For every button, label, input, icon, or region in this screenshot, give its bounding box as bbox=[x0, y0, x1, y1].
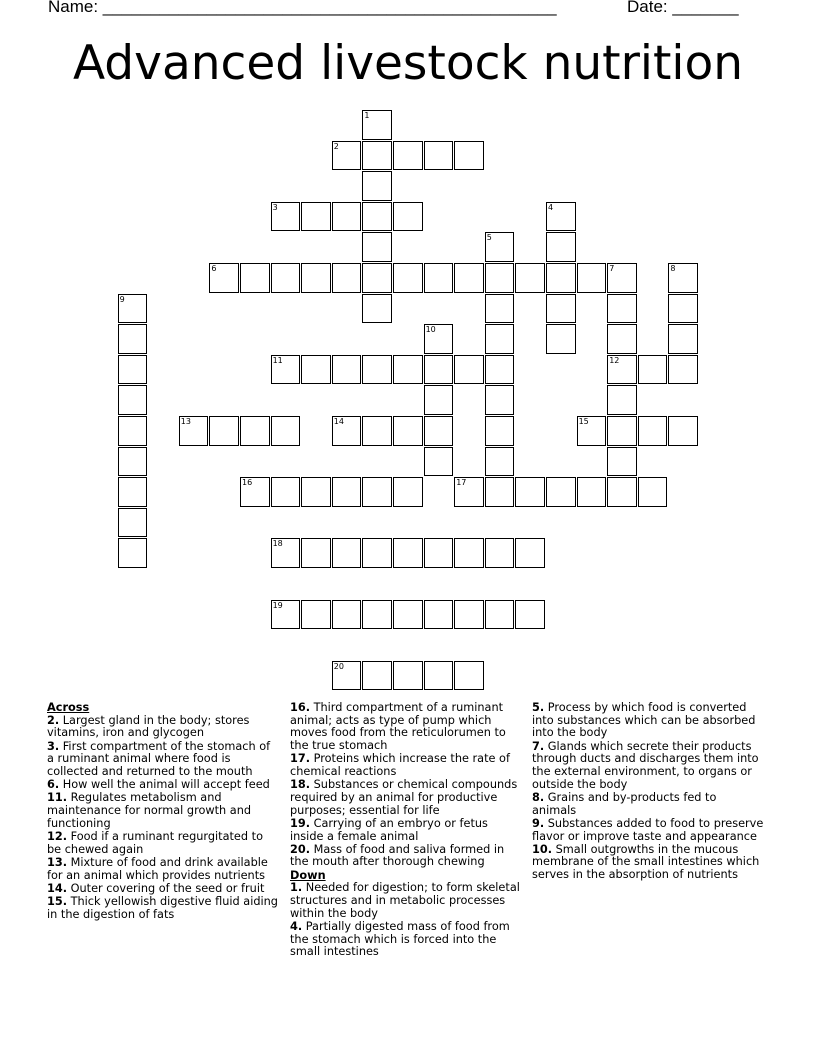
grid-cell[interactable] bbox=[332, 355, 362, 385]
page-title: Advanced livestock nutrition bbox=[72, 36, 744, 91]
grid-cell[interactable] bbox=[485, 385, 515, 415]
grid-cell[interactable] bbox=[209, 263, 239, 293]
grid-cell[interactable] bbox=[332, 661, 362, 691]
grid-cell[interactable] bbox=[577, 416, 607, 446]
grid-cell[interactable] bbox=[393, 202, 423, 232]
clue-number: 6 bbox=[211, 264, 217, 273]
clue-across bbox=[47, 883, 279, 896]
grid-cell[interactable] bbox=[424, 141, 454, 171]
grid-cell[interactable] bbox=[332, 538, 362, 568]
grid-cell[interactable] bbox=[301, 355, 331, 385]
grid-cell[interactable] bbox=[546, 232, 576, 262]
clue-number-label: 1. bbox=[290, 881, 303, 895]
grid-cell[interactable] bbox=[118, 385, 148, 415]
clue-number: 14 bbox=[333, 417, 344, 426]
clue-text: Substances added to food to preserve flavor or improve taste and appearance bbox=[532, 816, 764, 843]
grid-cell[interactable] bbox=[362, 600, 392, 630]
clue-number-label: 2. bbox=[47, 713, 60, 727]
clue-number-label: 9. bbox=[532, 816, 545, 830]
grid-cell[interactable] bbox=[118, 477, 148, 507]
clue-number-label: 4. bbox=[290, 919, 303, 933]
clue-text: Thick yellowish digestive fluid aiding in the digestion of fats bbox=[47, 895, 278, 921]
grid-cell[interactable] bbox=[424, 385, 454, 415]
clue-down bbox=[532, 818, 764, 843]
clue-number: 13 bbox=[180, 417, 191, 426]
grid-cell[interactable] bbox=[607, 385, 637, 415]
grid-cell[interactable] bbox=[607, 355, 637, 385]
clue-down bbox=[532, 702, 764, 740]
grid-cell[interactable] bbox=[301, 600, 331, 630]
clue-number: 12 bbox=[609, 355, 620, 365]
clue-text: Mixture of food and drink available for an animal which provides nutrients bbox=[47, 855, 268, 882]
clue-text: Needed for digestion; to form skeletal structures and in metabolic processes within the body bbox=[290, 881, 520, 920]
grid-cell[interactable] bbox=[271, 600, 301, 630]
grid-cell[interactable] bbox=[454, 538, 484, 568]
clue-column-1 bbox=[47, 702, 279, 922]
grid-cell[interactable] bbox=[240, 263, 270, 293]
clue-down bbox=[532, 844, 764, 882]
grid-cell[interactable] bbox=[546, 477, 576, 507]
clue-down bbox=[290, 921, 522, 959]
grid-cell[interactable] bbox=[607, 477, 637, 507]
grid-cell[interactable] bbox=[424, 416, 454, 446]
grid-cell[interactable] bbox=[515, 600, 545, 630]
clue-number: 7 bbox=[609, 264, 615, 273]
grid-cell[interactable] bbox=[362, 661, 392, 691]
clue-number-label: 14. bbox=[47, 881, 68, 895]
grid-cell[interactable] bbox=[332, 202, 362, 232]
clue-column-2 bbox=[290, 702, 522, 960]
clue-text: First compartment of the stomach of a ruminant animal where food is collected and returned to the mouth bbox=[47, 739, 271, 779]
clue-number-label: 5. bbox=[532, 701, 545, 714]
grid-cell[interactable] bbox=[179, 416, 209, 446]
grid-cell[interactable] bbox=[362, 477, 392, 507]
grid-cell[interactable] bbox=[118, 508, 148, 538]
grid-cell[interactable] bbox=[485, 600, 515, 630]
grid-cell[interactable] bbox=[485, 416, 515, 446]
grid-cell[interactable] bbox=[393, 661, 423, 691]
clue-number: 16 bbox=[242, 478, 253, 488]
grid-cell[interactable] bbox=[118, 294, 148, 324]
grid-cell[interactable] bbox=[332, 477, 362, 507]
grid-cell[interactable] bbox=[546, 324, 576, 354]
grid-cell[interactable] bbox=[485, 538, 515, 568]
clue-number: 4 bbox=[548, 202, 554, 212]
clue-number-label: 7. bbox=[532, 739, 545, 753]
clue-down bbox=[290, 882, 522, 920]
grid-cell[interactable] bbox=[118, 416, 148, 446]
clue-text: Outer covering of the seed or fruit bbox=[70, 881, 265, 895]
grid-cell[interactable] bbox=[271, 202, 301, 232]
grid-cell[interactable] bbox=[209, 416, 239, 446]
grid-cell[interactable] bbox=[118, 324, 148, 354]
grid-cell[interactable] bbox=[424, 600, 454, 630]
grid-cell[interactable] bbox=[424, 263, 454, 293]
clue-text: Food if a ruminant regurgitated to be chewed again bbox=[47, 830, 263, 856]
grid-cell[interactable] bbox=[332, 141, 362, 171]
clue-text: Glands which secrete their products through ducts and discharges them into the external environment, to organs or outside the body bbox=[532, 739, 759, 791]
grid-cell[interactable] bbox=[607, 263, 637, 293]
grid-cell[interactable] bbox=[424, 538, 454, 568]
grid-cell[interactable] bbox=[301, 477, 331, 507]
clue-number: 3 bbox=[272, 202, 278, 212]
grid-cell[interactable] bbox=[485, 232, 515, 262]
grid-cell[interactable] bbox=[577, 477, 607, 507]
clue-number: 19 bbox=[272, 600, 283, 610]
clue-number-label: 19. bbox=[290, 816, 311, 830]
clue-number-label: 13. bbox=[47, 855, 68, 869]
clue-down bbox=[532, 792, 764, 817]
clue-text: Carrying of an embryo or fetus inside a female animal bbox=[290, 816, 488, 843]
clue-text: Mass of food and saliva formed in the mouth after thorough chewing bbox=[290, 842, 505, 869]
clue-number: 1 bbox=[364, 111, 370, 120]
date-line: Date: _______ bbox=[627, 0, 739, 16]
grid-cell[interactable] bbox=[454, 661, 484, 691]
clue-text: Grains and by-products fed to animals bbox=[532, 790, 717, 817]
clue-number: 2 bbox=[333, 141, 339, 151]
grid-cell[interactable] bbox=[271, 477, 301, 507]
clue-text: Partially digested mass of food from the stomach which is forced into the small intestines bbox=[290, 919, 510, 959]
clue-across bbox=[47, 779, 279, 792]
grid-cell[interactable] bbox=[607, 447, 637, 477]
grid-cell[interactable] bbox=[362, 232, 392, 262]
grid-cell[interactable] bbox=[332, 416, 362, 446]
grid-cell[interactable] bbox=[362, 294, 392, 324]
grid-cell[interactable] bbox=[577, 263, 607, 293]
grid-cell[interactable] bbox=[332, 263, 362, 293]
grid-cell[interactable] bbox=[393, 416, 423, 446]
grid-cell[interactable] bbox=[515, 477, 545, 507]
clue-number-label: 17. bbox=[290, 752, 311, 766]
grid-cell[interactable] bbox=[362, 202, 392, 232]
name-line: Name: ________________________________________________ bbox=[48, 0, 557, 16]
grid-cell[interactable] bbox=[546, 263, 576, 293]
grid-cell[interactable] bbox=[332, 600, 362, 630]
grid-cell[interactable] bbox=[515, 538, 545, 568]
clue-across bbox=[47, 715, 279, 740]
grid-cell[interactable] bbox=[485, 477, 515, 507]
grid-cell[interactable] bbox=[424, 324, 454, 354]
grid-cell[interactable] bbox=[668, 294, 698, 324]
grid-cell[interactable] bbox=[393, 477, 423, 507]
clue-across bbox=[290, 844, 522, 869]
grid-cell[interactable] bbox=[240, 477, 270, 507]
grid-cell[interactable] bbox=[668, 355, 698, 385]
grid-cell[interactable] bbox=[393, 355, 423, 385]
clue-number-label: 11. bbox=[47, 791, 68, 805]
grid-cell[interactable] bbox=[118, 355, 148, 385]
grid-cell[interactable] bbox=[424, 447, 454, 477]
grid-cell[interactable] bbox=[638, 477, 668, 507]
grid-cell[interactable] bbox=[424, 355, 454, 385]
clue-number-label: 12. bbox=[47, 830, 68, 844]
grid-cell[interactable] bbox=[424, 661, 454, 691]
grid-cell[interactable] bbox=[638, 355, 668, 385]
clue-across bbox=[47, 857, 279, 882]
grid-cell[interactable] bbox=[454, 141, 484, 171]
grid-cell[interactable] bbox=[240, 416, 270, 446]
grid-cell[interactable] bbox=[485, 447, 515, 477]
grid-cell[interactable] bbox=[485, 263, 515, 293]
clue-across bbox=[47, 792, 279, 830]
clue-across bbox=[290, 818, 522, 843]
clue-text: Regulates metabolism and maintenance for normal growth and functioning bbox=[47, 791, 252, 830]
clue-number: 20 bbox=[333, 661, 344, 671]
grid-cell[interactable] bbox=[118, 538, 148, 568]
clue-text: Substances or chemical compounds required by an animal for productive purposes; essential for life bbox=[290, 778, 518, 817]
grid-cell[interactable] bbox=[454, 355, 484, 385]
grid-cell[interactable] bbox=[271, 416, 301, 446]
clue-text: Process by which food is converted into substances which can be absorbed into the body bbox=[532, 701, 756, 740]
clue-column-3 bbox=[532, 702, 764, 882]
clue-number: 17 bbox=[456, 478, 467, 488]
grid-cell[interactable] bbox=[607, 294, 637, 324]
grid-cell[interactable] bbox=[546, 294, 576, 324]
grid-cell[interactable] bbox=[638, 416, 668, 446]
clue-text: Third compartment of a ruminant animal; acts as type of pump which moves food from the reticulorumen to the true stomach bbox=[290, 701, 506, 753]
clue-text: Largest gland in the body; stores vitamins, iron and glycogen bbox=[47, 713, 250, 740]
grid-cell[interactable] bbox=[485, 294, 515, 324]
clue-across bbox=[290, 702, 522, 753]
grid-cell[interactable] bbox=[271, 355, 301, 385]
grid-cell[interactable] bbox=[454, 263, 484, 293]
clue-across bbox=[47, 741, 279, 779]
grid-cell[interactable] bbox=[271, 263, 301, 293]
clue-number: 5 bbox=[486, 233, 492, 243]
grid-cell[interactable] bbox=[393, 538, 423, 568]
clue-number-label: 20. bbox=[290, 842, 311, 856]
clue-number-label: 3. bbox=[47, 739, 60, 753]
grid-cell[interactable] bbox=[393, 263, 423, 293]
clue-number-label: 10. bbox=[532, 842, 553, 856]
clue-number-label: 15. bbox=[47, 895, 68, 909]
grid-cell[interactable] bbox=[362, 171, 392, 201]
clue-number: 11 bbox=[272, 355, 283, 365]
grid-cell[interactable] bbox=[454, 600, 484, 630]
clue-number-label: 8. bbox=[532, 790, 545, 804]
grid-cell[interactable] bbox=[362, 355, 392, 385]
grid-cell[interactable] bbox=[362, 538, 392, 568]
grid-cell[interactable] bbox=[668, 416, 698, 446]
grid-cell[interactable] bbox=[515, 263, 545, 293]
grid-cell[interactable] bbox=[118, 447, 148, 477]
clue-number-label: 6. bbox=[47, 778, 60, 792]
grid-cell[interactable] bbox=[362, 110, 392, 140]
grid-cell[interactable] bbox=[362, 416, 392, 446]
clue-number: 15 bbox=[578, 417, 589, 426]
grid-cell[interactable] bbox=[362, 263, 392, 293]
clue-text: Small outgrowths in the mucous membrane of the small intestines which serves in the absorption of nutrients bbox=[532, 842, 760, 882]
grid-cell[interactable] bbox=[362, 141, 392, 171]
clue-across bbox=[47, 831, 279, 856]
grid-cell[interactable] bbox=[668, 324, 698, 354]
grid-cell[interactable] bbox=[301, 538, 331, 568]
grid-cell[interactable] bbox=[485, 324, 515, 354]
clue-number: 8 bbox=[670, 264, 676, 273]
clue-number: 18 bbox=[272, 539, 283, 549]
grid-cell[interactable] bbox=[301, 202, 331, 232]
grid-cell[interactable] bbox=[271, 538, 301, 568]
clue-across bbox=[290, 753, 522, 778]
grid-cell[interactable] bbox=[607, 416, 637, 446]
clue-down bbox=[532, 741, 764, 792]
clue-number-label: 18. bbox=[290, 778, 311, 792]
clue-number: 9 bbox=[119, 294, 125, 304]
clue-number-label: 16. bbox=[290, 701, 311, 714]
clue-text: How well the animal will accept feed bbox=[62, 778, 270, 792]
across-heading: Across bbox=[47, 701, 90, 714]
grid-cell[interactable] bbox=[301, 263, 331, 293]
grid-cell[interactable] bbox=[607, 324, 637, 354]
clue-text: Proteins which increase the rate of chemical reactions bbox=[290, 752, 510, 779]
clue-number: 10 bbox=[425, 325, 436, 335]
grid-cell[interactable] bbox=[546, 202, 576, 232]
grid-cell[interactable] bbox=[668, 263, 698, 293]
grid-cell[interactable] bbox=[393, 141, 423, 171]
down-heading: Down bbox=[290, 868, 326, 882]
grid-cell[interactable] bbox=[454, 477, 484, 507]
grid-cell[interactable] bbox=[393, 600, 423, 630]
grid-cell[interactable] bbox=[485, 355, 515, 385]
clue-across bbox=[290, 779, 522, 817]
clue-across bbox=[47, 896, 279, 921]
